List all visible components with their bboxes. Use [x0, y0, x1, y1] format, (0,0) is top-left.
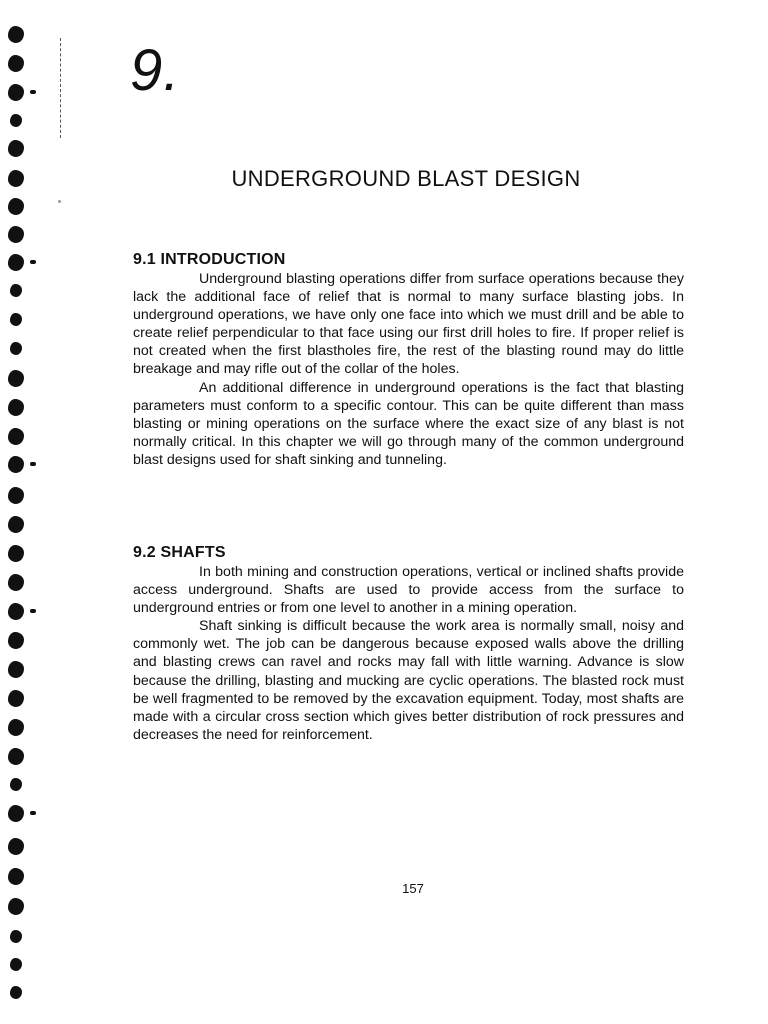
binding-hole-icon — [8, 838, 24, 855]
binding-hole-icon — [8, 140, 24, 157]
binding-hole-icon — [8, 226, 24, 243]
paragraph: In both mining and construction operations, vertical or inclined shafts provide access underground. Shafts are used to provide access from the surface to underground entries or from one level to another in a mining operation. — [133, 564, 684, 617]
binding-hole-icon — [8, 198, 24, 215]
binding-hole-icon — [8, 898, 24, 915]
paragraph: An additional difference in underground operations is the fact that blasting parameters must conform to a specific contour. This can be quite different than mass blasting or mining operations on the surface where the exact size of any blast is not normally critical. In this chapter we will go through many of the common underground blast designs used for shaft sinking and tunneling. — [133, 379, 684, 468]
section-shafts — [133, 543, 684, 744]
binding-hole-icon — [10, 313, 22, 326]
binding-hole-icon — [8, 428, 24, 445]
binding-hole-icon — [10, 114, 22, 127]
section-heading: 9.2 SHAFTS — [133, 544, 226, 561]
spiral-binding — [0, 0, 50, 1024]
margin-line — [60, 38, 62, 138]
binding-hole-icon — [8, 55, 24, 72]
binding-hole-icon — [10, 958, 22, 971]
binding-hole-icon — [8, 545, 24, 562]
binding-hole-icon — [8, 26, 24, 43]
binding-hole-icon — [8, 487, 24, 504]
stray-mark — [58, 200, 61, 203]
binding-hole-icon — [8, 516, 24, 533]
binding-hole-icon — [8, 632, 24, 649]
binding-hole-icon — [10, 342, 22, 355]
binding-hole-icon — [8, 661, 24, 678]
binding-hole-icon — [8, 574, 24, 591]
binding-hole-icon — [8, 748, 24, 765]
page-number: 157 — [402, 881, 424, 896]
binding-hole-icon — [8, 170, 24, 187]
binding-hole-icon — [8, 719, 24, 736]
binding-hole-icon — [10, 986, 22, 999]
binding-hole-icon — [8, 456, 24, 473]
binding-hole-icon — [8, 84, 24, 101]
paragraph: Underground blasting operations differ from surface operations because they lack the additional face of relief that is normal to many surface blasting jobs. In underground operations, we have only one face into which we must drill and be able to create relief perpendicular to that face using our first drill holes to fire. If proper relief is not created when the first blastholes fire, the rest of the blasting round may do little breakage and may rifle out of the collar of the holes. — [133, 271, 684, 378]
section-heading: 9.1 INTRODUCTION — [133, 251, 286, 268]
binding-hole-icon — [8, 399, 24, 416]
paragraph: Shaft sinking is difficult because the work area is normally small, noisy and commonly wet. The job can be dangerous because exposed walls above the drilling and blasting crews can ravel and rocks may fall with little warning. Advance is slow because the drilling, blasting and mucking are cyclic operations. The blasted rock must be well fragmented to be removed by the excavation equipment. Today, most shafts are made with a circular cross section which gives better distribution of rock pressures and decreases the need for reinforcement. — [133, 618, 684, 743]
binding-hole-icon — [8, 254, 24, 271]
binding-hole-icon — [10, 284, 22, 297]
chapter-title: UNDERGROUND BLAST DESIGN — [231, 166, 581, 191]
chapter-number: 9. — [130, 38, 181, 103]
section-introduction — [133, 250, 684, 469]
binding-hole-icon — [10, 930, 22, 943]
binding-hole-icon — [8, 690, 24, 707]
binding-hole-icon — [8, 603, 24, 620]
binding-hole-icon — [8, 805, 24, 822]
binding-hole-icon — [8, 370, 24, 387]
binding-hole-icon — [10, 778, 22, 791]
